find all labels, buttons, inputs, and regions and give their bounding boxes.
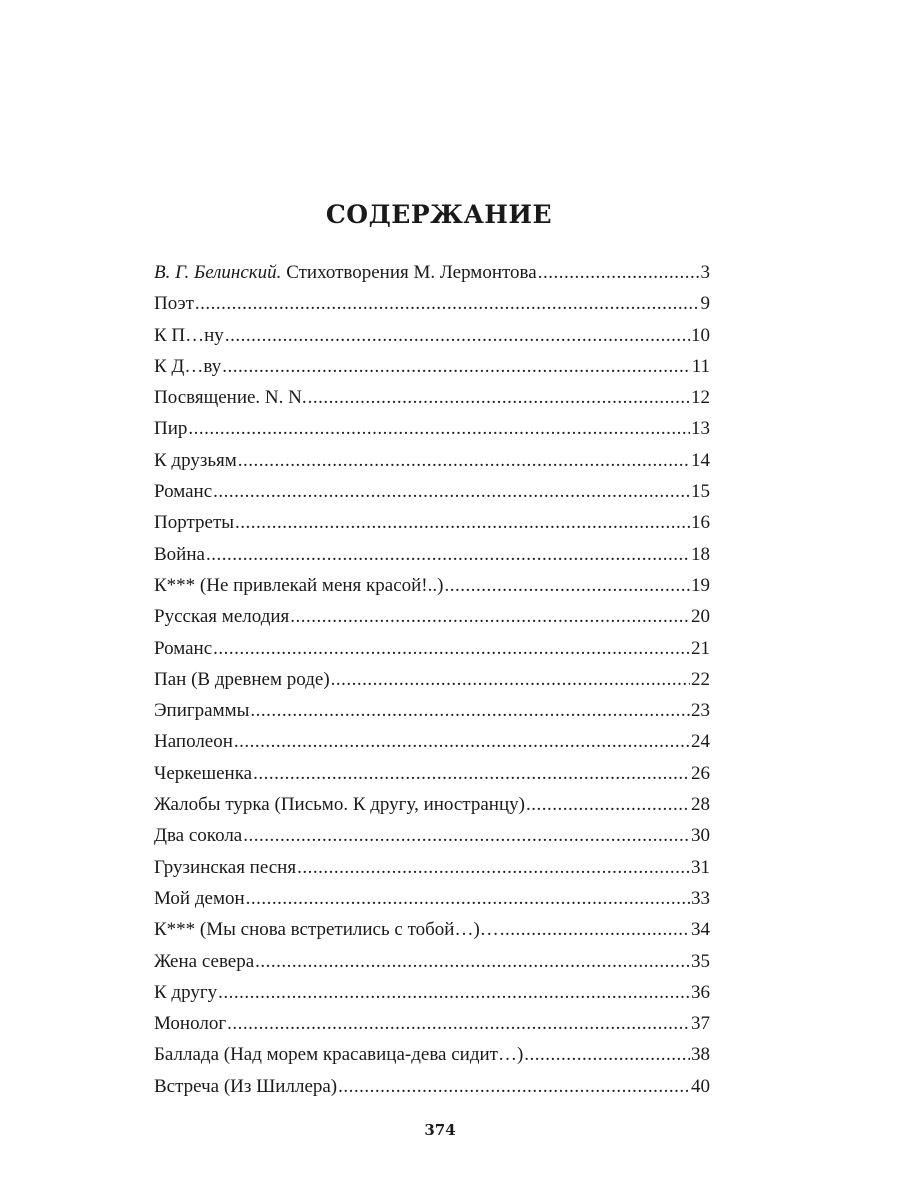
toc-entry-title: Эпиграммы	[154, 700, 250, 722]
toc-entry-text	[154, 789, 525, 820]
toc-entry-page: 12	[691, 387, 710, 409]
toc-entry	[154, 445, 710, 476]
toc-entry	[154, 883, 710, 914]
toc-entry-title: Пир	[154, 418, 188, 440]
toc-entry-page: 13	[691, 418, 710, 440]
dot-leader	[526, 789, 690, 820]
toc-entry	[154, 507, 710, 538]
toc-entry-author: В. Г. Белинский.	[154, 262, 282, 283]
dot-leader	[308, 382, 690, 413]
page-number: 374	[424, 1121, 456, 1139]
dot-leader	[444, 570, 690, 601]
toc-entry	[154, 320, 710, 351]
toc-entry-text	[154, 539, 205, 570]
toc-entry-title: Стихотворения М. Лермонтова	[281, 262, 537, 283]
dot-leader	[253, 758, 690, 789]
toc-entry-page: 36	[691, 981, 710, 1003]
toc-entry-title: Пан (В древнем роде)	[154, 668, 330, 690]
toc-entry-title: Посвящение. N. N.	[154, 387, 307, 409]
toc-entry	[154, 476, 710, 507]
dot-leader	[331, 664, 690, 695]
toc-entry-text	[154, 726, 233, 757]
toc-entry-title: К*** (Не привлекай меня красой!..)	[154, 574, 444, 596]
toc-entry-title: Война	[154, 543, 205, 565]
dot-leader	[297, 852, 690, 883]
dot-leader	[246, 883, 690, 914]
toc-entry-page: 37	[691, 1013, 710, 1035]
toc-entry-page: 22	[691, 668, 710, 690]
toc-entry-page: 21	[691, 637, 710, 659]
toc-entry-text	[154, 1039, 523, 1070]
toc-entry-title: Мой демон	[154, 887, 245, 909]
toc-entry-text	[154, 351, 221, 382]
toc-entry-text	[154, 914, 499, 945]
toc-entry-page: 34	[691, 919, 710, 941]
toc-entry-page: 35	[691, 950, 710, 972]
toc-entry	[154, 601, 710, 632]
toc-entry-title: К другу	[154, 981, 218, 1003]
toc-entry-page: 38	[691, 1044, 710, 1066]
toc-entry-text	[154, 445, 237, 476]
dot-leader	[218, 977, 690, 1008]
dot-leader	[234, 726, 690, 757]
toc-entry-title: Жена севера	[154, 950, 255, 972]
toc-entry-title: Жалобы турка (Письмо. К другу, иностранцу)	[154, 794, 525, 816]
toc-entry-page: 40	[691, 1075, 710, 1097]
toc-entry-page: 14	[691, 449, 710, 471]
toc-entry	[154, 695, 710, 726]
toc-entry-page: 33	[691, 887, 710, 909]
toc-entry	[154, 789, 710, 820]
dot-leader	[225, 320, 690, 351]
dot-leader	[235, 507, 690, 538]
toc-entry-page: 26	[691, 762, 710, 784]
toc-entry-text	[154, 382, 307, 413]
toc-entry-page: 3	[700, 262, 710, 283]
toc-entry-text	[154, 633, 212, 664]
dot-leader	[206, 539, 690, 570]
toc-entry-text	[154, 1071, 337, 1102]
toc-entry	[154, 820, 710, 851]
toc-entry	[154, 351, 710, 382]
toc-heading: СОДЕРЖАНИЕ	[325, 200, 553, 229]
toc-entry-page: 30	[691, 825, 710, 847]
toc-entry-title: Поэт	[154, 293, 194, 315]
toc-entry-page: 15	[691, 481, 710, 503]
toc-entry-text	[154, 257, 537, 288]
dot-leader	[338, 1071, 690, 1102]
toc-entry	[154, 382, 710, 413]
toc-entry-text	[154, 507, 234, 538]
toc-entry	[154, 726, 710, 757]
toc-entry-text	[154, 977, 217, 1008]
toc-entry-title: Романс	[154, 637, 213, 659]
toc-entry-text	[154, 320, 224, 351]
toc-entry-text	[154, 288, 194, 319]
toc-entry-title: Встреча (Из Шиллера)	[154, 1075, 338, 1097]
toc-entry	[154, 977, 710, 1008]
toc-entry-text	[154, 601, 289, 632]
toc-entry	[154, 1008, 710, 1039]
toc-entry-title: Баллада (Над морем красавица-дева сидит…)	[154, 1044, 524, 1066]
toc-entry-page: 23	[691, 700, 710, 722]
toc-entry	[154, 288, 710, 319]
toc-entry	[154, 633, 710, 664]
toc-entry-text	[154, 664, 330, 695]
toc-entry-title: К друзьям	[154, 449, 237, 471]
toc-entry-text	[154, 413, 187, 444]
toc-entry	[154, 570, 710, 601]
toc-entry-title: Романс	[154, 481, 213, 503]
dot-leader	[255, 946, 690, 977]
toc-entry	[154, 257, 710, 288]
toc-entry	[154, 664, 710, 695]
dot-leader	[238, 445, 690, 476]
dot-leader	[243, 820, 690, 851]
dot-leader	[524, 1039, 690, 1070]
toc-entry	[154, 413, 710, 444]
toc-list	[154, 257, 710, 1102]
toc-entry-title: Грузинская песня	[154, 856, 297, 878]
toc-entry-title: К Д…ву	[154, 355, 222, 377]
dot-leader	[538, 257, 700, 288]
dot-leader	[188, 413, 690, 444]
toc-entry	[154, 946, 710, 977]
toc-entry	[154, 1039, 710, 1070]
toc-entry-text	[154, 946, 254, 977]
toc-entry	[154, 539, 710, 570]
toc-entry-text	[154, 476, 212, 507]
dot-leader	[213, 633, 690, 664]
dot-leader	[213, 476, 690, 507]
toc-entry-page: 24	[691, 731, 710, 753]
toc-entry	[154, 914, 710, 945]
toc-entry-page: 18	[691, 543, 710, 565]
dot-leader	[195, 288, 700, 319]
dot-leader	[222, 351, 690, 382]
toc-entry-title: Наполеон	[154, 731, 233, 753]
toc-entry-title: Портреты	[154, 512, 235, 534]
dot-leader	[290, 601, 690, 632]
toc-entry-title: К П…ну	[154, 324, 224, 346]
toc-entry-text	[154, 852, 296, 883]
toc-entry-text	[154, 820, 242, 851]
dot-leader	[500, 914, 690, 945]
toc-entry	[154, 852, 710, 883]
toc-entry-page: 11	[691, 355, 710, 377]
toc-entry-page: 31	[691, 856, 710, 878]
toc-entry-page: 9	[700, 293, 710, 315]
toc-entry	[154, 1071, 710, 1102]
dot-leader	[250, 695, 690, 726]
toc-entry-title: Два сокола	[154, 825, 243, 847]
toc-entry-page: 16	[691, 512, 710, 534]
dot-leader	[227, 1008, 690, 1039]
toc-entry-page: 19	[691, 574, 710, 596]
toc-entry-page: 10	[691, 324, 710, 346]
toc-entry-title: Монолог	[154, 1013, 227, 1035]
toc-entry-title: Русская мелодия	[154, 606, 290, 628]
toc-entry-text	[154, 695, 249, 726]
toc-entry-title: Черкешенка	[154, 762, 253, 784]
toc-entry-text	[154, 883, 245, 914]
toc-entry-title: К*** (Мы снова встретились с тобой…)…	[154, 919, 499, 941]
toc-entry-text	[154, 1008, 226, 1039]
toc-entry-page: 28	[691, 794, 710, 816]
toc-entry-text	[154, 570, 443, 601]
toc-entry-page: 20	[691, 606, 710, 628]
toc-entry	[154, 758, 710, 789]
toc-entry-text	[154, 758, 252, 789]
